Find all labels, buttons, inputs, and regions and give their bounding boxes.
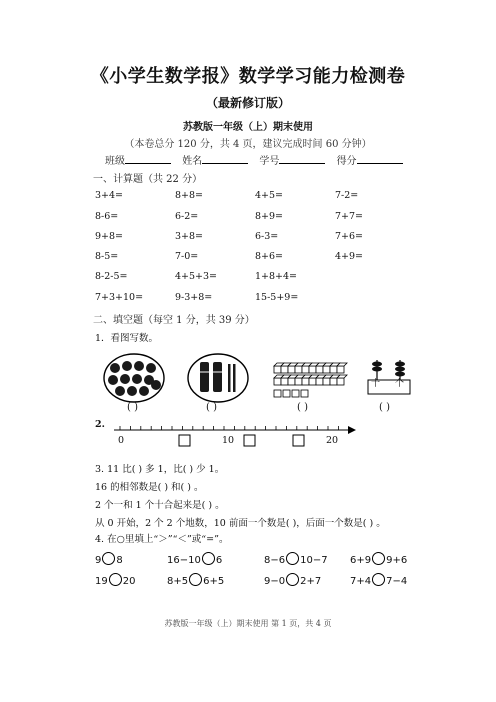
exam-note: （本卷总分 120 分，共 4 页，建议完成时间 60 分钟） [124,139,372,150]
calc-item: 7+3+10= [95,292,144,303]
calc-item: 8-2-5= [95,271,128,282]
cube [316,378,323,385]
cube [295,378,302,385]
cube [288,378,295,385]
cube [302,366,309,373]
calc-item: 8-6= [95,211,119,222]
cube [323,378,330,385]
number-line [114,426,356,446]
section1-heading: 一、计算题（共 22 分） [93,174,203,185]
calc-item: 1+8+4= [255,271,298,282]
cube [337,366,344,373]
q1-answer-blank[interactable]: ( ) [379,402,390,413]
calc-item: 7-2= [335,190,359,201]
cube-single [301,390,308,397]
numberline-answer-box[interactable] [244,435,255,446]
compare-circle[interactable] [286,552,299,565]
section2-heading: 二、填空题（每空 1 分，共 39 分） [93,315,255,326]
calc-item: 8+8= [175,190,204,201]
q1-answer-blank[interactable]: ( ) [297,402,308,413]
abacus-ones-label: 个 [395,379,405,389]
cube [288,366,295,373]
calc-item: 3+8= [175,231,204,242]
calc-item: 15-5+9= [255,292,299,303]
compare-item: 19 20 [95,573,135,587]
question-3c: 2 个一和 1 个十合起来是( ) 。 [95,500,225,511]
cube [316,366,323,373]
cube [309,366,316,373]
cube [295,366,302,373]
apples-figure [104,354,164,402]
class-label: 班级 [105,156,125,167]
cube [302,378,309,385]
calc-item: 9+8= [95,231,124,242]
compare-circle[interactable] [372,552,385,565]
calc-item: 7-0= [175,251,199,262]
calc-item: 6-2= [175,211,199,222]
compare-item: 6+9 9+6 [350,552,407,566]
compare-item: 8−6 10−7 [264,552,328,566]
page-subtitle: （最新修订版） [205,96,290,110]
numberline-answer-box[interactable] [293,435,304,446]
calc-item: 8+6= [255,251,284,262]
numberline-label-10: 10 [222,435,235,446]
compare-circle[interactable] [109,573,122,586]
score-label: 得分 [336,156,357,167]
calc-item: 8+9= [255,211,284,222]
question-2-label: 2. [95,419,105,430]
numberline-label-20: 20 [326,435,339,446]
calc-item: 9-3+8= [175,292,213,303]
cube [281,366,288,373]
cube [274,378,281,385]
page-footer: 苏教版一年级（上）期末使用 第 1 页，共 4 页 [164,619,332,628]
calc-item: 4+5= [255,190,284,201]
cubes-figure [274,363,347,397]
abacus-tens-label: 十 [371,379,381,389]
numberline-answer-box[interactable] [179,435,190,446]
compare-circle[interactable] [189,573,202,586]
calc-item: 7+6= [335,231,364,242]
cube [281,378,288,385]
compare-circle[interactable] [372,573,385,586]
compare-circle[interactable] [202,552,215,565]
compare-item: 8+5 6+5 [167,573,224,587]
question-1: 1．看图写数。 [95,333,159,344]
compare-item: 7+4 7−4 [350,573,407,587]
question-4: 4. 在○里填上“＞”“＜”或“=”。 [95,534,229,545]
calc-item: 7+7= [335,211,364,222]
name-label: 姓名 [182,156,203,167]
sticks-figure [188,354,248,402]
compare-circle[interactable] [102,552,115,565]
cube-single [292,390,299,397]
calc-item: 8-5= [95,251,119,262]
page-title: 《小学生数学报》数学学习能力检测卷 [90,66,406,87]
id-label: 学号 [259,156,280,167]
cube [337,378,344,385]
compare-item: 9−0 2+7 [264,573,321,587]
numberline-label-0: 0 [118,435,125,446]
calc-item: 6-3= [255,231,279,242]
question-3d: 从 0 开始，2 个 2 个地数，10 前面一个数是( )，后面一个数是( ) 。 [95,518,386,529]
cube-single [274,390,281,397]
cube [274,366,281,373]
cube [309,378,316,385]
q1-answer-blank[interactable]: ( ) [127,402,138,413]
q1-answer-blank[interactable]: ( ) [206,402,217,413]
cube [330,378,337,385]
calc-item: 4+9= [335,251,364,262]
cube [323,366,330,373]
question-3b: 16 的相邻数是( ) 和( ) 。 [95,482,204,493]
edition-label: 苏教版一年级（上）期末使用 [183,122,313,133]
calc-item: 4+5+3= [175,271,218,282]
cube [330,366,337,373]
question-3: 3. 11 比( ) 多 1，比( ) 少 1。 [95,464,225,475]
cube-single [283,390,290,397]
calc-item: 3+4= [95,190,124,201]
compare-circle[interactable] [286,573,299,586]
compare-item: 9 8 [95,552,123,566]
compare-item: 16−10 6 [167,552,222,566]
